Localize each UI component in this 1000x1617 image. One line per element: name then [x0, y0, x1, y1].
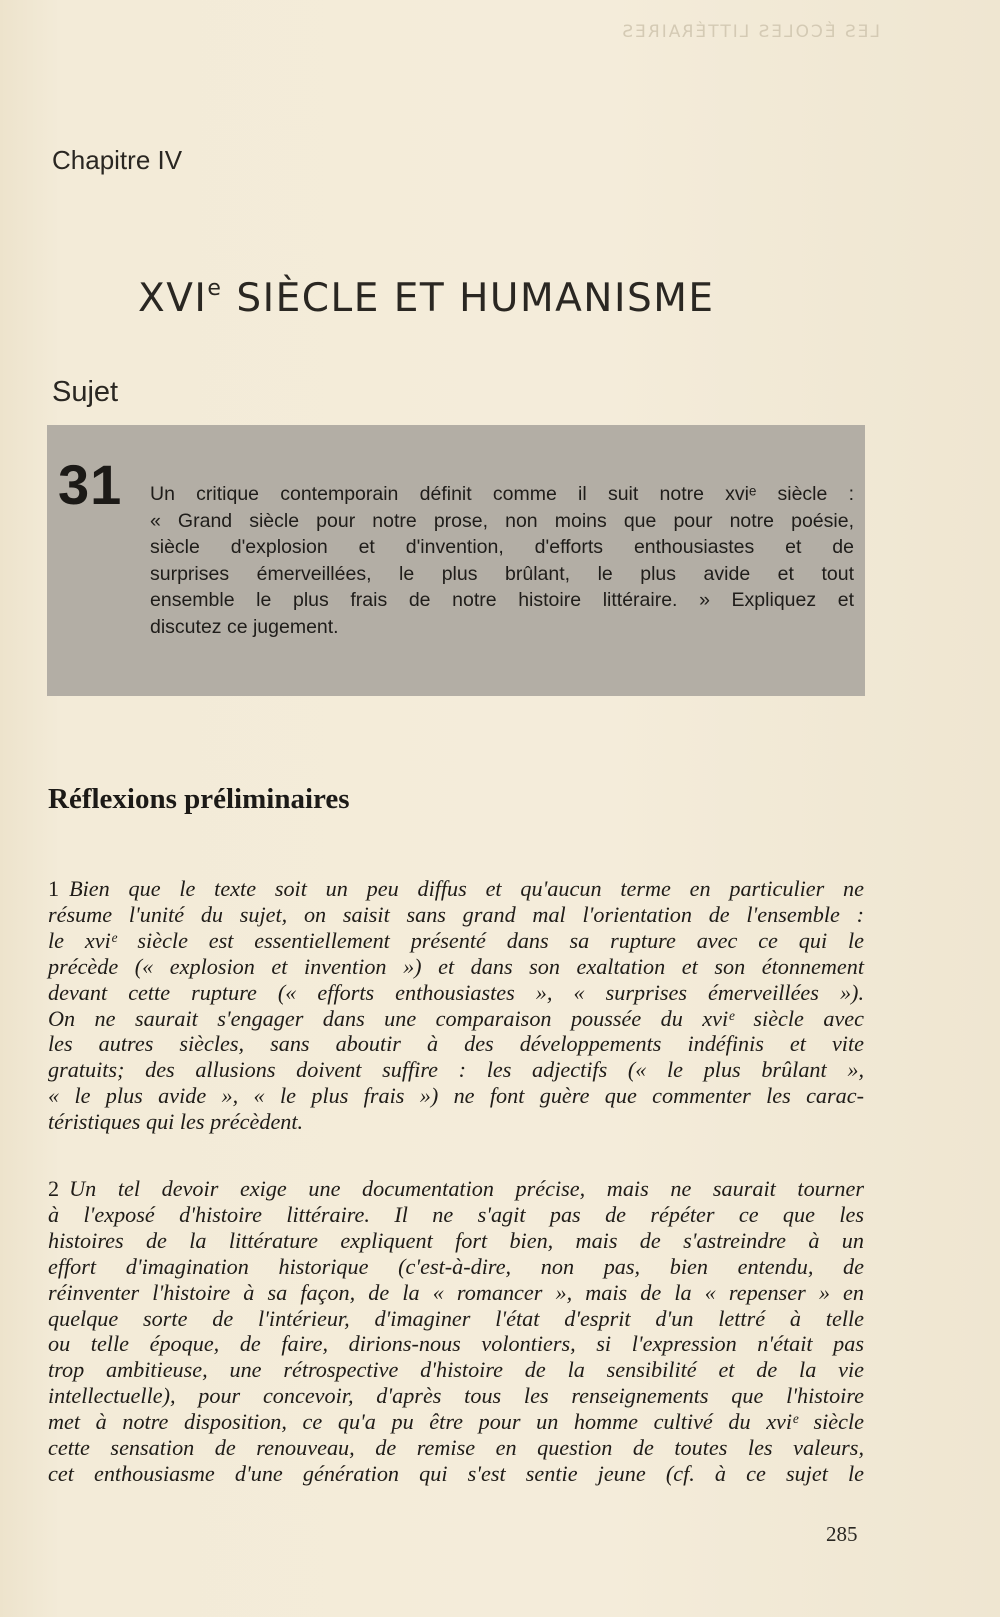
paragraph-line: précède (« explosion et invention ») et dans son exaltation et son étonnement: [48, 953, 864, 979]
subject-line: Un critique contemporain définit comme il suit notre xviᵉ siècle :: [150, 483, 854, 505]
paragraph-2: [48, 1176, 864, 1487]
subject-line: ensemble le plus frais de notre histoire littéraire. » Expliquez et: [150, 589, 854, 612]
chapter-label: Chapitre IV: [52, 145, 183, 175]
paragraph-line: cet enthousiasme d'une génération qui s'est sentie jeune (cf. à ce sujet le: [48, 1460, 864, 1486]
paragraph-line: téristiques qui les précèdent.: [48, 1109, 304, 1135]
section-heading: Réflexions préliminaires: [48, 783, 350, 815]
paragraph-line: résume l'unité du sujet, on saisit sans grand mal l'orientation de l'ensemble :: [48, 901, 864, 927]
paragraph-line: trop ambitieuse, une rétrospective d'histoire de la sensibilité et de la vie: [48, 1357, 864, 1383]
paragraph-number: 1: [48, 876, 60, 901]
subject-line: discutez ce jugement.: [150, 615, 339, 638]
paragraph-line: devant cette rupture (« efforts enthousiastes », « surprises émerveillées »).: [48, 979, 864, 1005]
chapter-title-rest: SIÈCLE ET HUMANISME: [222, 276, 715, 321]
paragraph-line: On ne saurait s'engager dans une comparaison poussée du xviᵉ siècle avec: [48, 1005, 864, 1031]
running-head-show-through: LES ÉCOLES LITTÉRAIRES: [620, 22, 880, 42]
chapter-title-sup: e: [207, 276, 223, 301]
paragraph-line: réinventer l'histoire à sa façon, de la « romancer », mais de la « repenser » en: [48, 1279, 864, 1305]
paragraph-line: le xviᵉ siècle est essentiellement présenté dans sa rupture avec ce qui le: [48, 927, 864, 953]
section-label: Sujet: [52, 376, 119, 408]
paragraph-1: [48, 876, 864, 1135]
paragraph-line: histoires de la littérature expliquent fort bien, mais de s'astreindre à un: [48, 1227, 864, 1253]
subject-line: surprises émerveillées, le plus brûlant, le plus avide et tout: [150, 562, 854, 585]
subject-text: [150, 481, 854, 641]
paragraph-line: les autres siècles, sans aboutir à des développements indéfinis et vite: [48, 1031, 864, 1057]
paragraph-line: effort d'imagination historique (c'est-à-dire, non pas, bien entendu, de: [48, 1253, 864, 1279]
subject-line: siècle d'explosion et d'invention, d'efforts enthousiastes et de: [150, 536, 854, 559]
paragraph-line: intellectuelle), pour concevoir, d'après tous les renseignements que l'histoire: [48, 1383, 864, 1409]
paragraph-number: 2: [48, 1176, 60, 1201]
page-number: 285: [826, 1522, 858, 1546]
paragraph-line: « le plus avide », « le plus frais ») ne font guère que commenter les carac-: [48, 1083, 864, 1109]
paragraph-line: gratuits; des allusions doivent suffire : les adjectifs (« le plus brûlant »,: [48, 1057, 864, 1083]
chapter-title-prefix: XVI: [138, 276, 208, 321]
paragraph-line: [48, 1176, 864, 1202]
subject-number: 31: [58, 453, 123, 516]
paragraph-line: à l'exposé d'histoire littéraire. Il ne s'agit pas de répéter ce que les: [48, 1201, 864, 1227]
paragraph-line: quelque sorte de l'intérieur, d'imaginer l'état d'esprit d'un lettré à telle: [48, 1305, 864, 1331]
paragraph-line: cette sensation de renouveau, de remise en question de toutes les valeurs,: [48, 1435, 864, 1461]
subject-line: « Grand siècle pour notre prose, non moins que pour notre poésie,: [150, 509, 854, 532]
paragraph-line: ou telle époque, de faire, dirions-nous volontiers, si l'expression n'était pas: [48, 1331, 864, 1357]
paragraph-line-text: Bien que le texte soit un peu diffus et qu'aucun terme en particulier ne: [69, 876, 864, 901]
paragraph-line: [48, 876, 864, 902]
paragraph-line: met à notre disposition, ce qu'a pu être pour un homme cultivé du xviᵉ siècle: [48, 1409, 864, 1435]
paragraph-line-text: Un tel devoir exige une documentation précise, mais ne saurait tourner: [69, 1176, 864, 1201]
chapter-title: [138, 276, 715, 321]
